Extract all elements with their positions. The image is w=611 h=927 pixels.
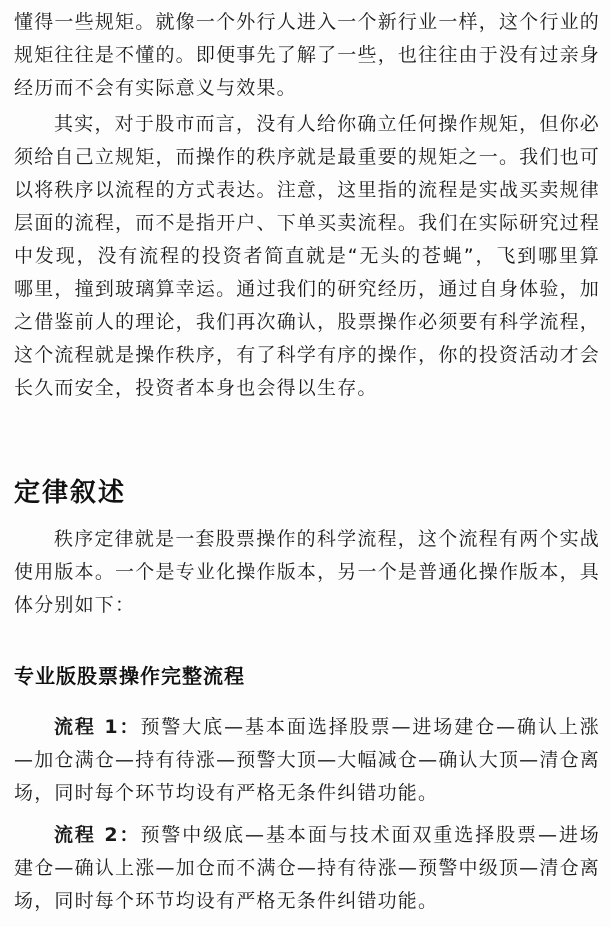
flow-1-label: 流程 1： [54,716,141,738]
paragraph-rules-intro: 懂得一些规矩。就像一个外行人进入一个新行业一样，这个行业的规矩往往是不懂的。即便事先了解了一些，也往往由于没有过亲身经历而不会有实际意义与效果。 [14,11,600,99]
section-heading: 定律叙述 [14,478,127,508]
subsection-heading: 专业版股票操作完整流程 [14,664,245,688]
paragraph-order-importance: 其实，对于股市而言，没有人给你确立任何操作规矩，但你必须给自己立规矩，而操作的秩序就是最重要的规矩之一。我们也可以将秩序以流程的方式表达。注意，这里指的流程是实战买卖规律层面的流程，而不是指开户、下单买卖流程。我们在实际研究过程中发现，没有流程的投资者简直就是“无头的苍蝇”，飞到哪里算哪里，撞到玻璃算幸运。通过我们的研究经历，通过自身体验，加之借鉴前人的理论，我们再次确认，股票操作必须要有科学流程，这个流程就是操作秩序，有了科学有序的操作，你的投资活动才会长久而安全，投资者本身也会得以生存。 [14,113,600,399]
flow-2-label: 流程 2： [54,824,141,846]
paragraph-law-description: 秩序定律就是一套股票操作的科学流程，这个流程有两个实战使用版本。一个是专业化操作版本，另一个是普通化操作版本，具体分别如下： [14,528,600,616]
flow-2-text: 预警中级底—基本面与技术面双重选择股票—进场建仓—确认上涨—加仓而不满仓—持有待涨—预警中级顶—清仓离场，同时每个环节均设有严格无条件纠错功能。 [14,824,600,912]
flow-1-paragraph [14,711,600,810]
flow-1-text: 预警大底—基本面选择股票—进场建仓—确认上涨—加仓满仓—持有待涨—预警大顶—大幅减仓—确认大顶—清仓离场，同时每个环节均设有严格无条件纠错功能。 [14,716,600,804]
flow-2-paragraph [14,819,600,918]
